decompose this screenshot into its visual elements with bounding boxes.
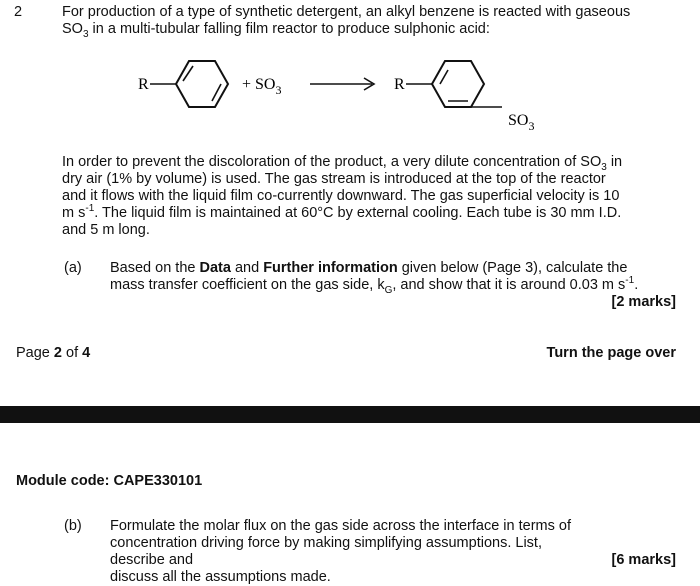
page-number: Page 2 of 4 (16, 345, 91, 361)
reactant-r-label: R (138, 76, 149, 93)
part-b-label: (b) (64, 518, 82, 534)
turn-page-note: Turn the page over (546, 345, 676, 361)
paragraph-line-2: dry air (1% by volume) is used. The gas stream is introduced at the top of the reactor (62, 171, 606, 187)
paragraph-line-1: In order to prevent the discoloration of the product, a very dilute concentration of $SO_3$ in (62, 154, 623, 173)
part-a-line-1: Based on the Data and Further information given below (Page 3), calculate the (110, 260, 628, 276)
intro-line-1: For production of a type of synthetic detergent, an alkyl benzene is reacted with gaseous (62, 4, 631, 20)
part-b-marks: [6 marks] (611, 552, 676, 568)
part-b-line-2: concentration driving force by making simplifying assumptions. List, describe and (110, 535, 542, 568)
plus-so3: + $SO_3$ (242, 76, 282, 97)
part-a-marks: [2 marks] (611, 294, 676, 310)
part-a-line-2: mass transfer coefficient on the gas side, $k_G$, and show that it is around 0.03 m $s^{-1}$. (110, 275, 639, 296)
part-b-line-1: Formulate the molar flux on the gas side across the interface in terms of (110, 518, 571, 534)
paragraph-line-3: and it flows with the liquid film co-currently downward. The gas superficial velocity is 10 (62, 188, 620, 204)
product-r-label: R (394, 76, 405, 93)
question-intro (62, 4, 692, 38)
part-b-line-3: discuss all the assumptions made. (110, 569, 331, 585)
paragraph-line-4: m $s^{-1}$. The liquid film is maintained at 60°C by external cooling. Each tube is 30 mm I.D. (62, 203, 622, 221)
problem-paragraph (62, 154, 682, 239)
benzene-ring-reactant (176, 61, 228, 107)
module-code: Module code: CAPE330101 (16, 473, 203, 489)
part-b-text (110, 518, 590, 586)
benzene-ring-product (432, 61, 484, 107)
part-a-label: (a) (64, 260, 82, 276)
reaction-diagram (130, 48, 560, 148)
product-so3: $SO_3$ (508, 112, 535, 133)
reaction-arrow-icon (310, 78, 374, 90)
paragraph-line-5: and 5 m long. (62, 222, 150, 238)
intro-line-2: $SO_3$ in a multi-tubular falling film reactor to produce sulphonic acid: (62, 21, 490, 40)
question-number: 2 (14, 4, 23, 20)
part-a-text (110, 260, 680, 294)
page-divider-bar (0, 406, 700, 423)
